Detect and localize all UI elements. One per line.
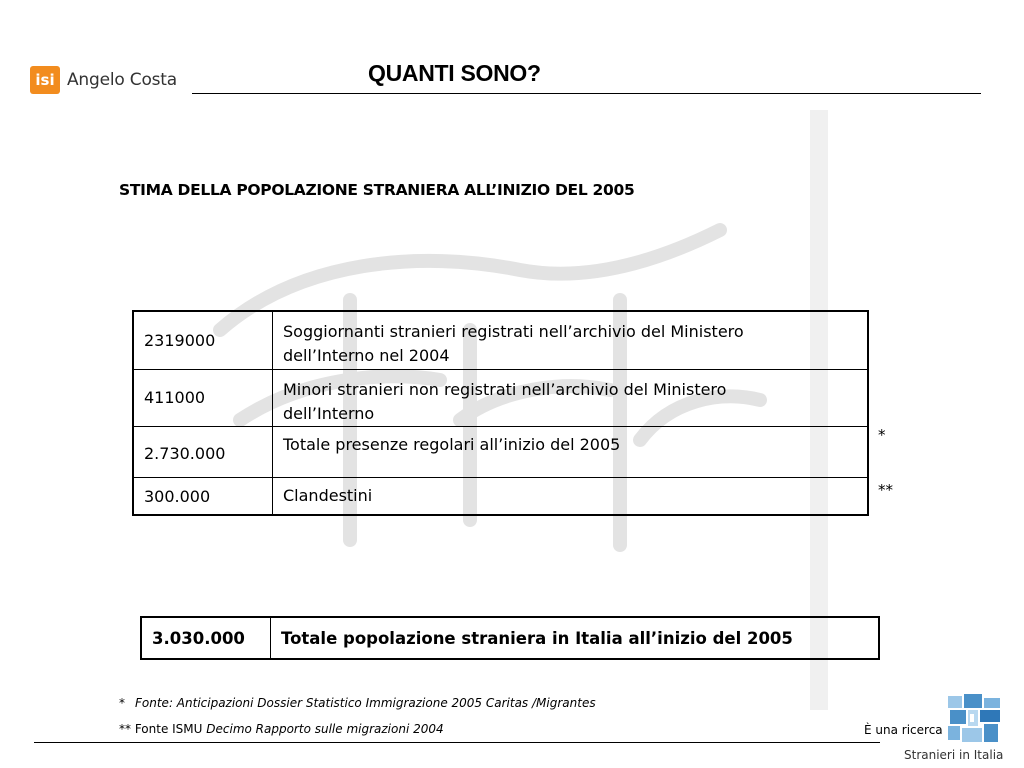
- page-title: QUANTI SONO?: [368, 60, 541, 86]
- footer-divider: [34, 742, 880, 743]
- row-value: 300.000: [133, 477, 273, 515]
- footer-ricerca: È una ricerca: [864, 723, 943, 737]
- row-value: 2319000: [133, 311, 273, 369]
- row-description-line: Clandestini: [283, 485, 373, 505]
- table-row: [141, 617, 879, 659]
- table-row: [133, 369, 868, 426]
- row-description: [273, 477, 869, 515]
- footnote-mark-single: *: [878, 426, 886, 444]
- section-subtitle: STIMA DELLA POPOLAZIONE STRANIERA ALL’INIZIO DEL 2005: [119, 181, 635, 199]
- brand-name: Stranieri in Italia: [904, 748, 1004, 762]
- table-row: [133, 477, 868, 515]
- row-description-line: dell’Interno nel 2004: [283, 346, 450, 365]
- footnote-1-text: Fonte: Anticipazioni Dossier Statistico Immigrazione 2005 Caritas /Migrantes: [135, 696, 596, 710]
- total-label: Totale popolazione straniera in Italia all’inizio del 2005: [271, 617, 880, 659]
- footnote-2-title: Decimo Rapporto sulle migrazioni 2004: [206, 722, 444, 736]
- row-description-line: Minori stranieri non registrati nell’archivio del Ministero: [283, 379, 727, 399]
- row-description-line: dell’Interno: [283, 403, 375, 423]
- footnote-2: [119, 722, 444, 736]
- row-description-line: Soggiornanti stranieri registrati nell’archivio del Ministero: [283, 322, 744, 341]
- total-table: [140, 616, 880, 660]
- header-divider: [192, 93, 981, 94]
- row-description: [273, 426, 869, 477]
- row-description: [273, 311, 869, 369]
- footnote-1: [119, 696, 596, 710]
- table-row: [133, 426, 868, 477]
- total-value: 3.030.000: [141, 617, 271, 659]
- logo-badge: isi: [30, 66, 60, 94]
- isi-logo: [30, 66, 177, 94]
- row-description-line: Totale presenze regolari all’inizio del 2005: [283, 434, 621, 454]
- row-value: 2.730.000: [133, 426, 273, 477]
- logo-name: Angelo Costa: [67, 70, 177, 90]
- stranieri-logo-icon: [948, 694, 1002, 744]
- footnote-mark-double: **: [878, 481, 893, 499]
- estimate-table: [132, 310, 869, 516]
- table-row: [133, 311, 868, 369]
- row-description: [273, 369, 869, 426]
- row-value: 411000: [133, 369, 273, 426]
- footnote-2-prefix: ** Fonte ISMU: [119, 722, 203, 736]
- footnote-1-marker: *: [119, 696, 125, 710]
